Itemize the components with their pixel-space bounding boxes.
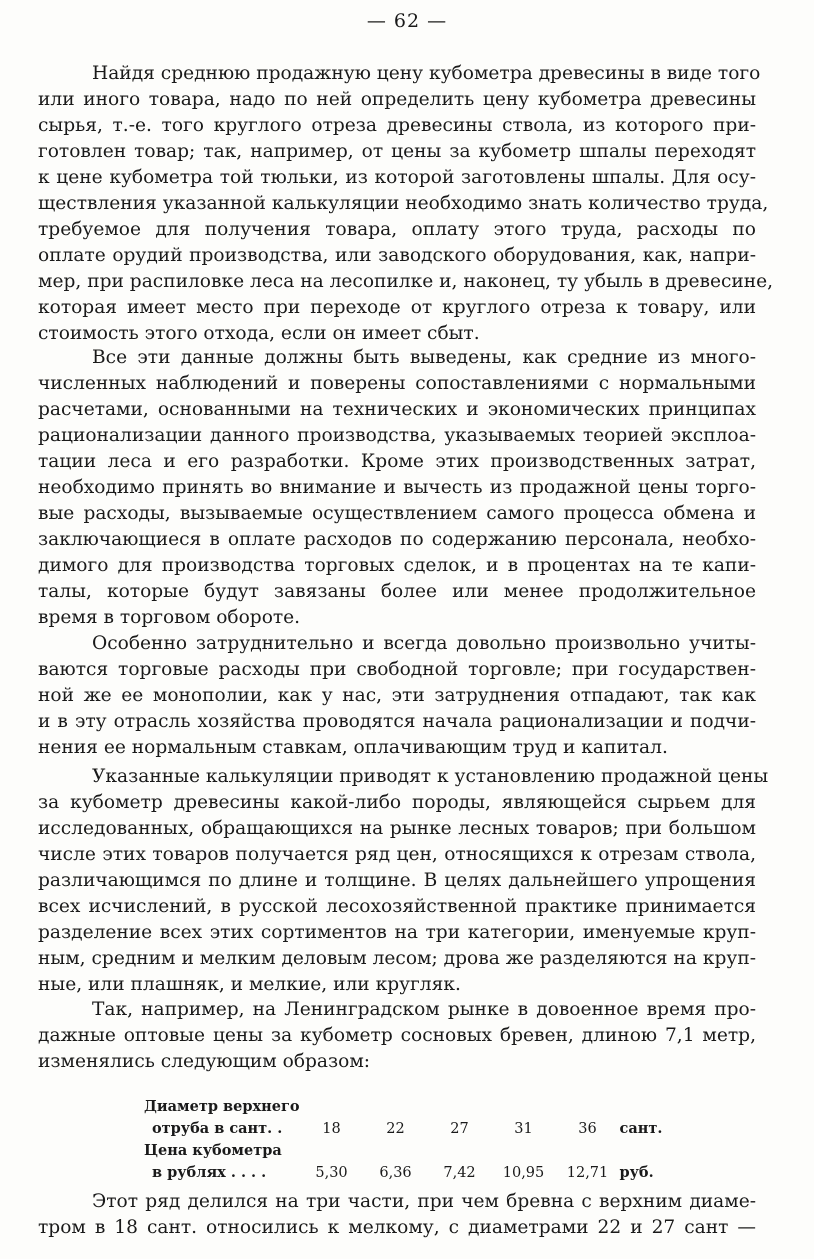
text-line: исследованных, обращающихся на рынке лесных товаров; при большом — [38, 818, 756, 839]
diameter-label-cont: отруба в сант. . — [152, 1120, 283, 1137]
text-line: необходимо принять во внимание и вычесть из продажной цены торго- — [38, 477, 756, 498]
text-line: Так, например, на Ленинградском рынке в довоенное время про- — [92, 999, 756, 1020]
text-line: вые расходы, вызываемые осуществлением самого процесса обмена и — [38, 503, 756, 524]
diameter-value: 36 — [578, 1121, 597, 1137]
text-line: стоимость этого отхода, если он имеет сбыт. — [38, 323, 480, 344]
text-line: к цене кубометра той тюльки, из которой заготовлены шпалы. Для осу- — [38, 167, 756, 188]
text-line: талы, которые будут завязаны более или менее продолжительное — [38, 581, 756, 602]
text-line: ваются торговые расходы при свободной торговле; при государствен- — [38, 659, 756, 680]
text-line: требуемое для получения товара, оплату этого труда, расходы по — [38, 219, 756, 240]
price-value: 7,42 — [443, 1165, 476, 1181]
table-row — [144, 1137, 662, 1159]
text-line: числе этих товаров получается ряд цен, относящихся к отрезам ствола, — [38, 844, 756, 865]
text-line: ным, средним и мелким деловым лесом; дрова же разделяются на круп- — [38, 948, 756, 969]
text-line: рационализации данного производства, указываемых теорией эксплоа- — [38, 425, 756, 446]
text-line: сырья, т.-е. того круглого отреза древесины ствола, из которого при- — [38, 115, 756, 136]
price-value: 12,71 — [566, 1165, 609, 1181]
diameter-value: 31 — [514, 1121, 533, 1137]
text-line: ной же ее монополии, как у нас, эти затруднения отпадают, так как — [38, 685, 756, 706]
paragraph-3 — [38, 631, 756, 761]
table-row — [144, 1159, 662, 1181]
text-line: Найдя среднюю продажную цену кубометра древесины в виде того — [92, 63, 761, 84]
text-line: мер, при распиловке леса на лесопилке и, наконец, ту убыль в древесине, — [38, 271, 774, 292]
text-line: время в торговом обороте. — [38, 607, 301, 628]
text-line: различающимся по длине и толщине. В целях дальнейшего упрощения — [38, 870, 756, 891]
price-unit: руб. — [619, 1164, 654, 1181]
page-number: — 62 — — [366, 10, 448, 32]
text-line: дажные оптовые цены за кубометр сосновых бревен, длиною 7,1 метр, — [38, 1025, 756, 1046]
diameter-label: Диаметр верхнего — [144, 1098, 300, 1115]
text-line: готовлен товар; так, например, от цены за кубометр шпалы переходят — [38, 141, 756, 162]
text-line: Особенно затруднительно и всегда довольно произвольно учиты- — [92, 633, 756, 654]
text-line: ные, или плашняк, и мелкие, или кругляк. — [38, 974, 461, 995]
text-line: и в эту отрасль хозяйства проводятся начала рационализации и подчи- — [38, 711, 756, 732]
paragraph-6 — [38, 1189, 756, 1241]
price-value: 10,95 — [502, 1165, 545, 1181]
price-value: 6,36 — [379, 1165, 412, 1181]
paragraph-4 — [38, 764, 769, 998]
text-line: численных наблюдений и поверены сопоставлениями с нормальными — [38, 373, 756, 394]
diameter-value: 27 — [450, 1121, 469, 1137]
text-line: Этот ряд делился на три части, при чем бревна с верхним диаме- — [92, 1191, 756, 1212]
text-line: которая имеет место при переходе от круглого отреза к товару, или — [38, 297, 756, 318]
text-line: всех исчислений, в русской лесохозяйственной практике принимается — [38, 896, 756, 917]
price-table — [144, 1093, 662, 1181]
text-line: тром в 18 сант. относились к мелкому, с диаметрами 22 и 27 сант — — [38, 1217, 756, 1238]
text-line: или иного товара, надо по ней определить цену кубометра древесины — [38, 89, 756, 110]
diameter-unit: сант. — [619, 1120, 663, 1137]
table-row — [144, 1093, 662, 1115]
text-line: Указанные калькуляции приводят к установлению продажной цены — [92, 766, 769, 787]
paragraph-1 — [38, 61, 774, 347]
table-row — [144, 1115, 662, 1137]
text-line: Все эти данные должны быть выведены, как средние из много- — [92, 347, 756, 368]
text-line: оплате орудий производства, или заводского оборудования, как, напри- — [38, 245, 756, 266]
text-line: изменялись следующим образом: — [38, 1051, 371, 1072]
text-line: нения ее нормальным ставкам, оплачивающим труд и капитал. — [38, 737, 668, 758]
text-line: димого для производства торговых сделок, и в процентах на те капи- — [38, 555, 756, 576]
text-line: разделение всех этих сортиментов на три категории, именуемые круп- — [38, 922, 756, 943]
diameter-value: 18 — [322, 1121, 341, 1137]
text-line: тации леса и его разработки. Кроме этих производственных затрат, — [38, 451, 756, 472]
text-line: ществления указанной калькуляции необходимо знать количество труда, — [38, 193, 769, 214]
paragraph-2 — [38, 345, 756, 631]
price-label: Цена кубометра — [144, 1142, 282, 1159]
paragraph-5 — [38, 997, 756, 1075]
diameter-value: 22 — [386, 1121, 405, 1137]
text-line: заключающиеся в оплате расходов по содержанию персонала, необхо- — [38, 529, 756, 550]
text-line: за кубометр древесины какой-либо породы, являющейся сырьем для — [38, 792, 756, 813]
text-line: расчетами, основанными на технических и экономических принципах — [38, 399, 756, 420]
price-label-cont: в рублях . . . . — [152, 1164, 267, 1181]
price-value: 5,30 — [315, 1165, 348, 1181]
